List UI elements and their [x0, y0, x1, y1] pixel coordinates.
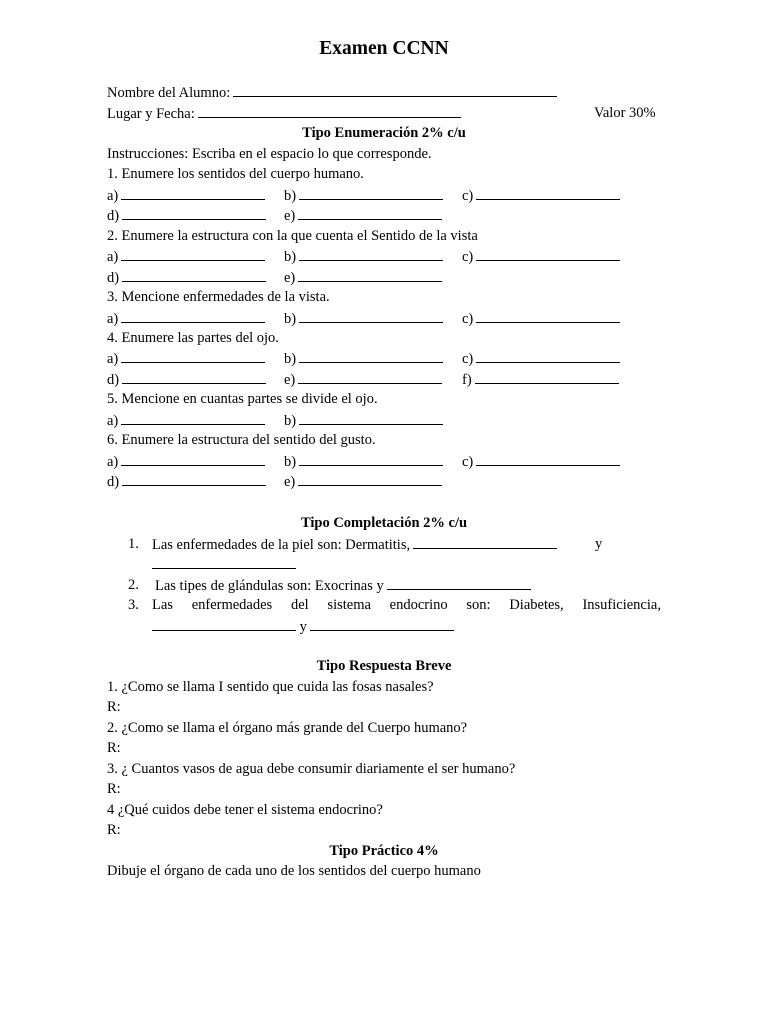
- completion-blank[interactable]: [387, 576, 531, 590]
- enum-answer-row: [107, 349, 667, 367]
- answer-blank[interactable]: [121, 309, 265, 323]
- answer-blank[interactable]: [122, 472, 266, 486]
- enum-question-5: 5. Mencione en cuantas partes se divide el ojo.: [107, 391, 378, 407]
- completion-item-1-continuation: [152, 555, 296, 574]
- answer-letter: b): [284, 413, 297, 429]
- completion-blank[interactable]: [152, 555, 296, 569]
- completion-item-3-continuation: [152, 617, 454, 636]
- completion-connector: y: [595, 536, 603, 552]
- answer-blank[interactable]: [476, 186, 620, 200]
- answer-letter: c): [462, 311, 474, 327]
- enum-answer-row: [107, 186, 667, 204]
- short-question-3: 3. ¿ Cuantos vasos de agua debe consumir diariamente el ser humano?: [107, 761, 516, 777]
- enum-answer-row: [107, 411, 667, 429]
- answer-slot: [107, 309, 265, 328]
- answer-letter: b): [284, 311, 297, 327]
- enum-question-4: 4. Enumere las partes del ojo.: [107, 330, 279, 346]
- enum-answer-row: [107, 206, 667, 224]
- answer-label: R:: [107, 699, 121, 715]
- answer-slot: [107, 186, 265, 205]
- completion-word: Insuficiencia,: [582, 597, 661, 613]
- answer-blank[interactable]: [298, 268, 442, 282]
- answer-label: R:: [107, 781, 121, 797]
- completion-connector: y: [299, 619, 307, 635]
- completion-word: Diabetes,: [509, 597, 564, 613]
- answer-blank[interactable]: [122, 268, 266, 282]
- answer-blank[interactable]: [298, 370, 442, 384]
- answer-slot: [284, 370, 442, 389]
- completion-blank[interactable]: [152, 617, 296, 631]
- completion-word: endocrino: [389, 597, 448, 613]
- answer-blank[interactable]: [476, 309, 620, 323]
- enum-question-6: 6. Enumere la estructura del sentido del gusto.: [107, 432, 376, 448]
- answer-letter: a): [107, 249, 119, 265]
- answer-blank[interactable]: [476, 349, 620, 363]
- answer-letter: c): [462, 351, 474, 367]
- student-name-blank[interactable]: [233, 83, 557, 97]
- short-answer-heading: Tipo Respuesta Breve: [316, 658, 452, 674]
- completion-item-number: 3.: [128, 597, 139, 613]
- answer-slot: [284, 206, 442, 225]
- answer-slot: [284, 268, 442, 287]
- answer-letter: b): [284, 351, 297, 367]
- answer-letter: d): [107, 270, 120, 286]
- answer-letter: a): [107, 351, 119, 367]
- answer-letter: b): [284, 249, 297, 265]
- answer-blank[interactable]: [299, 349, 443, 363]
- answer-label: R:: [107, 740, 121, 756]
- answer-blank[interactable]: [121, 349, 265, 363]
- completion-item-text: Las tipes de glándulas son: Exocrinas y: [155, 578, 384, 594]
- answer-slot: [284, 411, 443, 430]
- answer-blank[interactable]: [121, 452, 265, 466]
- answer-slot: [462, 309, 620, 328]
- answer-blank[interactable]: [476, 452, 620, 466]
- enum-answer-row: [107, 309, 667, 327]
- completion-blank[interactable]: [413, 535, 557, 549]
- answer-slot: [107, 411, 265, 430]
- answer-blank[interactable]: [122, 370, 266, 384]
- answer-letter: d): [107, 208, 120, 224]
- enum-answer-row: [107, 472, 667, 490]
- answer-blank[interactable]: [299, 247, 443, 261]
- enum-question-1: 1. Enumere los sentidos del cuerpo humano.: [107, 166, 364, 182]
- short-question-1: 1. ¿Como se llama I sentido que cuida las fosas nasales?: [107, 679, 434, 695]
- answer-letter: d): [107, 372, 120, 388]
- answer-letter: c): [462, 454, 474, 470]
- completion-item-number: 2.: [128, 577, 139, 593]
- answer-slot: [107, 247, 265, 266]
- enum-answer-row: [107, 370, 667, 388]
- place-date-line: [107, 104, 461, 123]
- answer-letter: e): [284, 372, 296, 388]
- answer-slot: [284, 349, 443, 368]
- completion-word: Las: [152, 597, 173, 613]
- enum-answer-row: [107, 452, 667, 470]
- place-date-blank[interactable]: [198, 104, 461, 118]
- completion-item-2: [155, 576, 531, 595]
- answer-blank[interactable]: [299, 309, 443, 323]
- short-question-4: 4 ¿Qué cuidos debe tener el sistema endocrino?: [107, 802, 383, 818]
- answer-letter: a): [107, 413, 119, 429]
- answer-blank[interactable]: [298, 472, 442, 486]
- answer-blank[interactable]: [121, 186, 265, 200]
- answer-blank[interactable]: [121, 247, 265, 261]
- completion-word: del: [290, 597, 309, 613]
- answer-letter: e): [284, 270, 296, 286]
- exam-value: Valor 30%: [594, 105, 656, 121]
- completion-word: son:: [466, 597, 491, 613]
- completion-item-number: 1.: [128, 536, 139, 552]
- answer-letter: c): [462, 249, 474, 265]
- student-name-label: Nombre del Alumno:: [107, 85, 231, 101]
- enum-question-2: 2. Enumere la estructura con la que cuenta el Sentido de la vista: [107, 228, 478, 244]
- exam-title: Examen CCNN: [319, 38, 449, 59]
- answer-blank[interactable]: [122, 206, 266, 220]
- completion-item-3: [152, 596, 661, 614]
- enum-answer-row: [107, 247, 667, 265]
- answer-letter: e): [284, 474, 296, 490]
- answer-letter: a): [107, 311, 119, 327]
- student-name-line: [107, 83, 557, 102]
- completion-word: enfermedades: [191, 597, 273, 613]
- answer-letter: c): [462, 188, 474, 204]
- answer-slot: [284, 452, 443, 471]
- answer-slot: [107, 206, 266, 225]
- completion-item-text: Las enfermedades de la piel son: Dermatitis,: [152, 537, 411, 553]
- answer-blank[interactable]: [476, 247, 620, 261]
- answer-slot: [284, 247, 443, 266]
- answer-letter: f): [462, 372, 472, 388]
- completion-item-1: [152, 535, 557, 554]
- answer-letter: a): [107, 188, 119, 204]
- answer-blank[interactable]: [475, 370, 619, 384]
- practical-heading: Tipo Práctico 4%: [329, 843, 439, 859]
- answer-blank[interactable]: [299, 411, 443, 425]
- answer-slot: [107, 452, 265, 471]
- enum-question-3: 3. Mencione enfermedades de la vista.: [107, 289, 330, 305]
- answer-slot: [107, 268, 266, 287]
- answer-letter: b): [284, 454, 297, 470]
- short-question-2: 2. ¿Como se llama el órgano más grande del Cuerpo humano?: [107, 720, 468, 736]
- answer-blank[interactable]: [299, 186, 443, 200]
- answer-blank[interactable]: [121, 411, 265, 425]
- answer-slot: [462, 370, 619, 389]
- practical-instruction: Dibuje el órgano de cada uno de los sentidos del cuerpo humano: [107, 863, 481, 879]
- answer-slot: [284, 472, 442, 491]
- answer-slot: [107, 349, 265, 368]
- enumeration-instructions: Instrucciones: Escriba en el espacio lo que corresponde.: [107, 146, 432, 162]
- answer-slot: [107, 370, 266, 389]
- enum-answer-row: [107, 268, 667, 286]
- answer-letter: b): [284, 188, 297, 204]
- completion-word: sistema: [327, 597, 371, 613]
- answer-slot: [284, 186, 443, 205]
- answer-blank[interactable]: [299, 452, 443, 466]
- completion-blank[interactable]: [310, 617, 454, 631]
- enumeration-heading: Tipo Enumeración 2% c/u: [302, 125, 466, 141]
- answer-slot: [462, 349, 620, 368]
- answer-label: R:: [107, 822, 121, 838]
- answer-slot: [462, 186, 620, 205]
- answer-slot: [462, 247, 620, 266]
- answer-slot: [462, 452, 620, 471]
- answer-letter: a): [107, 454, 119, 470]
- answer-letter: d): [107, 474, 120, 490]
- answer-letter: e): [284, 208, 296, 224]
- place-date-label: Lugar y Fecha:: [107, 106, 195, 122]
- answer-slot: [107, 472, 266, 491]
- answer-blank[interactable]: [298, 206, 442, 220]
- completion-heading: Tipo Completación 2% c/u: [300, 515, 468, 531]
- answer-slot: [284, 309, 443, 328]
